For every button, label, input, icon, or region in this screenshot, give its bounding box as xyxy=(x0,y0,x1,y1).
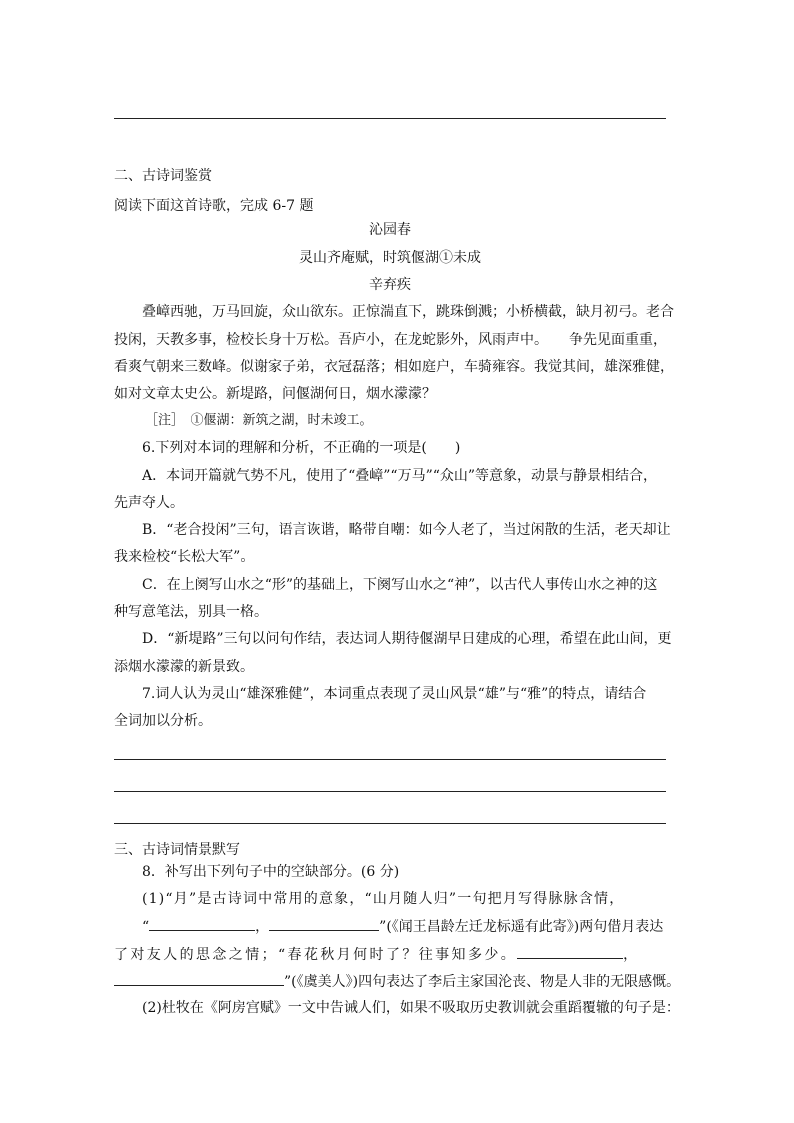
poem-line-2: 投闲，天教多事，检校长身十万松。吾庐小，在龙蛇影外，风雨声中。 争先见面重重， xyxy=(114,332,667,348)
q8-part1-line2 xyxy=(142,916,666,937)
answer-line-3[interactable] xyxy=(114,823,666,824)
poem-line-3: 看爽气朝来三数峰。似谢家子弟，衣冠磊落；相如庭户，车骑雍容。我觉其间，雄深雅健， xyxy=(114,359,674,375)
blank-2[interactable] xyxy=(269,916,379,931)
q8-part1-line3-text: 了对友人的思念之情；“春花秋月何时了？往事知多少。 xyxy=(114,947,518,963)
q6-stem: 6.下列对本词的理解和分析，不正确的一项是( ) xyxy=(142,440,461,456)
comma-2: ， xyxy=(623,947,638,963)
section3-heading: 三、古诗词情景默写 xyxy=(114,842,240,858)
q6-option-b-line2: 我来检校“长松大军”。 xyxy=(114,549,255,565)
poem-line-4: 如对文章太史公。新堤路，问偃湖何日，烟水濛濛？ xyxy=(114,386,436,402)
q6-option-c-line1: C．在上阕写山水之“形”的基础上，下阕写山水之“神”，以古代人事传山水之神的这 xyxy=(142,577,658,593)
q7-line1: 7.词人认为灵山“雄深雅健”，本词重点表现了灵山风景“雄”与“雅”的特点，请结合 xyxy=(142,686,647,702)
q6-option-a-line2: 先声夺人。 xyxy=(114,495,184,511)
q8-part1-line2-tail: ”(《闻王昌龄左迁龙标遥有此寄》)两句借月表达 xyxy=(379,919,664,935)
q6-option-d-line2: 添烟水濛濛的新景致。 xyxy=(114,659,254,675)
q8-part1-line1 xyxy=(142,889,666,909)
q8-part2: (2)杜牧在《阿房宫赋》一文中告诫人们，如果不吸取历史教训就会重蹈覆辙的句子是： xyxy=(142,1000,680,1016)
answer-line-1[interactable] xyxy=(114,759,666,760)
answer-line-2[interactable] xyxy=(114,791,666,792)
q8-stem: 8．补写出下列句子中的空缺部分。(6 分) xyxy=(142,864,400,880)
q6-option-b-line1: B．“老合投闲”三句，语言诙谐，略带自嘲：如今人老了，当过闲散的生活，老天却让 xyxy=(142,522,671,538)
comma-1: ， xyxy=(255,919,270,935)
q6-option-d-line1: D．“新堤路”三句以问句作结，表达词人期待偃湖早日建成的心理，希望在此山间，更 xyxy=(142,631,672,647)
quote-open: “ xyxy=(142,919,150,935)
blank-4[interactable] xyxy=(114,971,284,986)
section2-intro: 阅读下面这首诗歌，完成 6-7 题 xyxy=(114,198,314,214)
blank-1[interactable] xyxy=(149,916,255,931)
poem-subtitle: 灵山齐庵赋，时筑偃湖①未成 xyxy=(299,250,481,266)
poem-author: 辛弃疾 xyxy=(369,277,411,293)
top-rule xyxy=(114,118,666,119)
q8-part1-line4-tail: ”(《虞美人》)四句表达了李后主家国沦丧、物是人非的无限感慨。 xyxy=(284,974,681,990)
q6-option-c-line2: 种写意笔法，别具一格。 xyxy=(114,604,268,620)
poem-line-1: 叠嶂西驰，万马回旋，众山欲东。正惊湍直下，跳珠倒溅；小桥横截，缺月初弓。老合 xyxy=(142,304,674,320)
q8-part1-line3 xyxy=(114,944,666,965)
q8-part1-line1-text: (1)“月”是古诗词中常用的意象，“山月随人归”一句把月写得脉脉含情， xyxy=(142,891,625,907)
blank-3[interactable] xyxy=(517,944,623,959)
q6-option-a-line1: A．本词开篇就气势不凡，使用了“叠嶂”“万马”“众山”等意象，动景与静景相结合， xyxy=(142,468,658,484)
poem-note: ［注］ ①偃湖：新筑之湖，时未竣工。 xyxy=(145,413,373,428)
q7-line2: 全词加以分析。 xyxy=(114,713,212,729)
poem-title: 沁园春 xyxy=(369,222,411,238)
q8-part1-line4 xyxy=(114,971,681,992)
section2-heading: 二、古诗词鉴赏 xyxy=(114,168,212,184)
